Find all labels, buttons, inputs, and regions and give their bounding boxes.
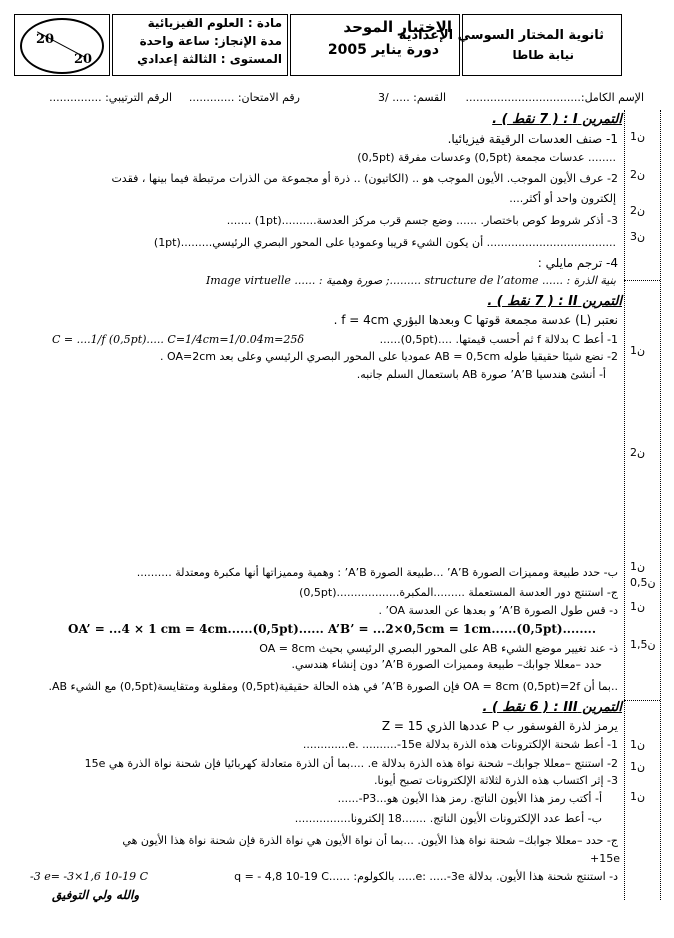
mark-13: 1ن [630,790,646,803]
ex3-q2: 2- استنتج –معللا جوابك– شحنة نواة هذه الذرة بدلالة e. ....بما أن الذرة متعادلة كهربائيا فإن شحنة نواة الذرة هي 15e [84,757,618,770]
ex3-q1: 1- أعط شحنة الإلكترونات هذه الذرة بدلالة e. ..........-15e............. [302,738,618,751]
ex3-intro: يرمز لذرة الفوسفور ب P عددها الذري Z = 15 [381,719,618,733]
mark-9: 1ن [630,600,646,613]
ex2-q2c: ج- استنتج دور العدسة المستعملة .........المكبرة..................(0,5pt) [299,586,618,599]
mark-11: 1ن [630,738,646,751]
ex3-q3b: ب- أعط عدد الإلكترونات الأيون الناتج. .......18 إلكترونا................ [294,812,602,825]
exam-title: الاختبار الموحد [343,18,452,36]
ex1-q1: 1- صنف العدسات الرقيقة فيزيائيا. [447,132,618,146]
ex2-q2e-sub: حدد –معللا جوابك– طبيعة ومميزات الصورة A’B’ دون إنشاء هندسي. [291,658,602,671]
ex2-q1: 1- أعط C بدلالة f ثم أحسب قيمتها. ....(0,5pt)...... [379,333,618,346]
ex3-title: التمرين III : ( 6 نقط ) . [482,700,622,715]
ex2-q2b: ب- حدد طبيعة ومميزات الصورة A’B’ ...طبيعة الصورة A’B’ : وهمية ومميزاتها أنها مكبرة ومعتدلة .......... [136,566,618,579]
school-district: نيابة طاطا [512,48,574,62]
student-exam-number: رقم الامتحان: ............. [188,91,300,104]
ex2-q2e: ذ- عند تغيير موضع الشيء AB على المحور البصري الرئيسي بحيث OA = 8cm [259,642,618,655]
margin-sep-2 [624,700,660,701]
ex2-q2e-answer: ..بما أن OA = 8cm (0,5pt)=2f فإن الصورة A’B’ في هذه الحالة حقيقية(0,5pt) ومقلوبة ومتقايسة(0,5pt) مع الشيء AB. [48,680,618,693]
score-bottom: 20 [74,52,93,67]
student-rank-number: الرقم الترتيبي: ............... [49,91,172,104]
margin-sep-1 [624,280,660,281]
score-top: 20 [36,32,55,47]
ex2-q2d-answer: OA’ = ...4 × 1 cm = 4cm......(0,5pt)...... A’B’ = ...2×0,5cm = 1cm......(0,5pt)........ [68,622,597,636]
ex2-q2: 2- نضع شيئا حقيقيا طوله AB = 0,5cm عموديا على المحور البصري الرئيسي وعلى بعد OA=2cm . [160,350,618,363]
mark-6: 2ن [630,446,646,459]
student-full-name: الإسم الكامل:................................. [465,91,644,104]
ex1-q4-translation: بنية الذرة : ...... structure de l’atome .........; صورة وهمية : ...... Image virtuelle [205,274,616,287]
ex2-title: التمرين II : ( 7 نقط ) . [487,294,622,309]
ex3-q3d: د- استنتج شحنة هذا الأيون. بدلالة e: .....-3e..... بالكولوم: ......q = - 4,8 10-19 C [234,870,618,883]
ex1-q4: 4- ترجم مايلي : [537,256,618,270]
closing-line: والله ولي التوفيق [52,888,140,902]
margin-divider [624,110,625,900]
ex3-q3: 3- إثر اكتساب هذه الذرة لثلاثة الإلكترونات تصبح أيونا. [373,774,618,787]
ex3-q3c: ج- حدد –معللا جوابك– شحنة نواة هذا الأيون. ...بما أن نواة الأيون هي نواة الذرة فإن شحنة نواة هذا الأيون هي [122,834,618,847]
level-line: المستوى : الثالثة إعدادي [137,52,282,66]
mark-4: 3ن [630,230,646,243]
mark-5: 1ن [630,344,646,357]
ex1-q2-answer: إلكترون واحد أو أكثر.... [509,192,616,205]
student-section: القسم: ..... /3 [378,91,446,104]
ex1-q1-answer: ........ عدسات مجمعة (0,5pt) وعدسات مفرقة (0,5pt) [357,151,616,164]
margin-outer [660,110,661,900]
ex2-q2a: أ- أنشئ هندسيا A’B’ صورة AB باستعمال السلم جانبه. [356,368,606,381]
construction-area [30,386,610,554]
mark-2: 2ن [630,168,646,181]
ex2-intro: نعتبر (L) عدسة مجمعة قوتها C وبعدها البؤري f = 4cm . [333,313,618,327]
duration-line: مدة الإنجاز: ساعة واحدة [139,34,282,48]
subject-line: مادة : العلوم الفيزيائية [147,16,282,30]
ex3-q3c-answer: +15e [590,852,620,865]
mark-8: 0,5ن [630,576,656,589]
ex2-q1-formula: C = ....1/f (0,5pt)..... C=1/4cm=1/0.04m=25δ [52,333,305,346]
ex1-q2: 2- عرف الأيون الموجب. الأيون الموجب هو .. (الكاتيون) .. ذرة أو مجموعة من الذرات مرتبطة فيما بينها ، فقدت [111,172,618,185]
mark-12: 1ن [630,760,646,773]
mark-3: 2ن [630,204,646,217]
ex1-title: التمرين I : ( 7 نقط ) . [492,112,622,127]
header-school-box [462,14,622,76]
ex3-q3a: أ- أكتب رمز هذا الأيون الناتج. رمز هذا الأيون هو...P3-...... [337,792,602,805]
mark-1: 1ن [630,130,646,143]
mark-7: 1ن [630,560,646,573]
mark-10: 1,5ن [630,638,656,651]
ex3-q3d-formula: -3 e= -3×1,6 10-19 C [30,870,148,883]
school-name: ثانوية المختار السوسي الإعدادية [398,28,604,43]
exam-session: دورة يناير 2005 [327,42,439,58]
ex1-q3: 3- أذكر شروط كوص باختصار. ...... وضع جسم قرب مركز العدسة..........(1pt) ....... [226,214,618,227]
ex2-q2d: د- قس طول الصورة A’B’ و بعدها عن العدسة OA’ . [378,604,618,617]
ex1-q3-answer: ..................................... أن يكون الشيء قريبا وعموديا على المحور البصري الرئيسي.........(1pt) [153,236,616,249]
